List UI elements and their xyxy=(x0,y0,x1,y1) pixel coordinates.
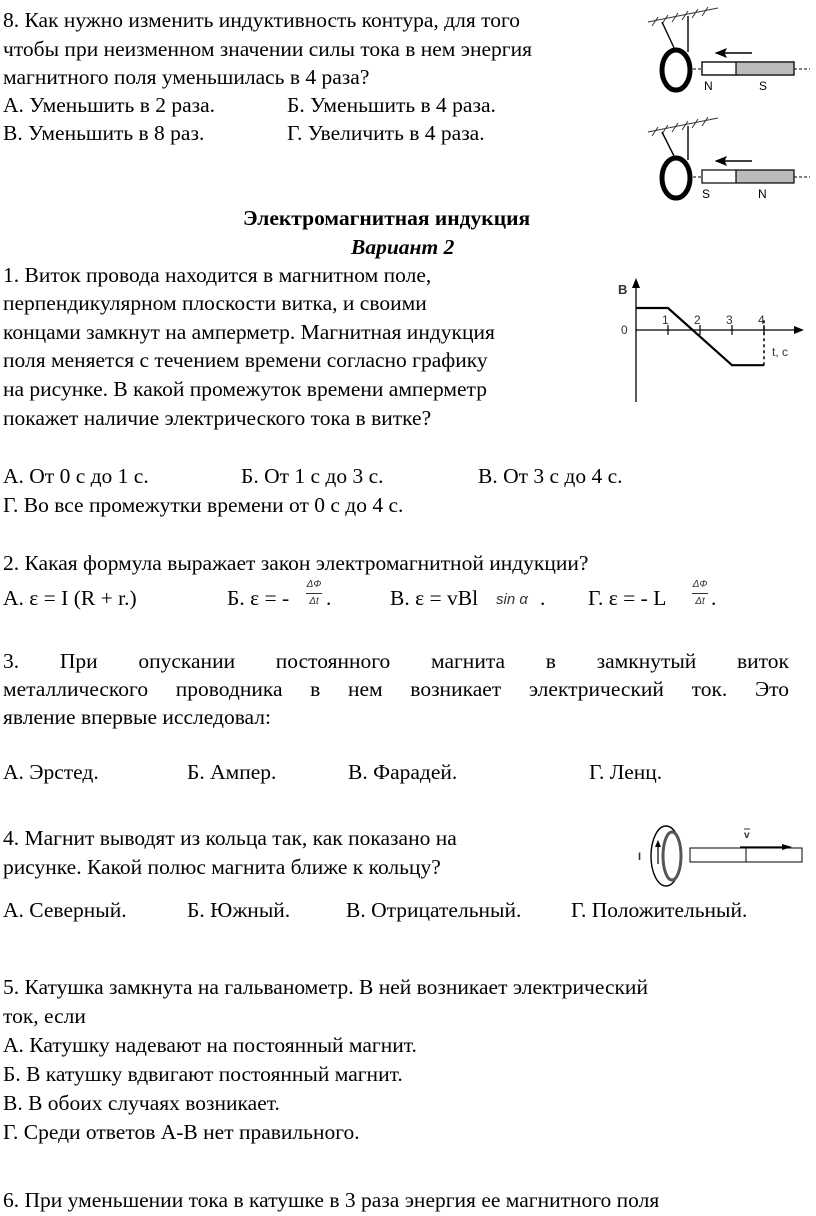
current-label: I xyxy=(638,851,642,863)
q4-option-d: Г. Положительный. xyxy=(571,898,748,922)
q2-text: 2. Какая формула выражает закон электромагнитной индукции? xyxy=(3,551,589,575)
y-axis-label: B xyxy=(618,282,628,297)
q8-line-1: 8. Как нужно изменить индуктивность контура, для того xyxy=(3,8,520,32)
frac-den: Δt xyxy=(695,596,705,607)
frac-line xyxy=(306,593,322,594)
variant-title: Вариант 2 xyxy=(351,235,455,259)
x-tick-label: 2 xyxy=(694,313,701,327)
magnet-pole-left: S xyxy=(702,187,711,201)
q8-option-b: Б. Уменьшить в 4 раза. xyxy=(287,93,496,117)
magnet-pole-right: N xyxy=(758,187,767,201)
magnet-pole-left: N xyxy=(704,79,713,93)
q2-option-a: А. ε = I (R + r.) xyxy=(3,586,137,610)
q5-option-a: А. Катушку надевают на постоянный магнит. xyxy=(3,1033,417,1057)
q8-figure-ring-magnet-1 xyxy=(640,2,810,98)
q4-line-2: рисунке. Какой полюс магнита ближе к кольцу? xyxy=(3,855,441,879)
q1-option-c: В. От 3 с до 4 с. xyxy=(478,464,623,488)
q3-option-a: А. Эрстед. xyxy=(3,760,99,784)
q1-line-2: перпендикулярном плоскости витка, и своими xyxy=(3,291,427,315)
q1-line-1: 1. Виток провода находится в магнитном поле, xyxy=(3,263,432,287)
q1-graph-b-vs-t xyxy=(600,272,810,412)
magnet-pole-right: S xyxy=(759,79,768,93)
q6-text: 6. При уменьшении тока в катушке в 3 раза энергия ее магнитного поля xyxy=(3,1188,660,1212)
q5-option-c: В. В обоих случаях возникает. xyxy=(3,1091,280,1115)
q1-line-5: на рисунке. В какой промежуток времени амперметр xyxy=(3,377,487,401)
q2-option-b-prefix: Б. ε = - xyxy=(227,586,290,610)
frac-num: ΔФ xyxy=(306,579,322,590)
q8-option-c: В. Уменьшить в 8 раз. xyxy=(3,121,205,145)
x-tick-label: 4 xyxy=(758,313,765,327)
q8-option-a: А. Уменьшить в 2 раза. xyxy=(3,93,216,117)
q4-option-a: А. Северный. xyxy=(3,898,127,922)
q5-option-d: Г. Среди ответов А-В нет правильного. xyxy=(3,1120,360,1144)
q5-option-b: Б. В катушку вдвигают постоянный магнит. xyxy=(3,1062,403,1086)
q1-line-3: концами замкнут на амперметр. Магнитная индукция xyxy=(3,320,495,344)
ring xyxy=(662,158,690,198)
q4-line-1: 4. Магнит выводят из кольца так, как показано на xyxy=(3,826,457,850)
origin-label: 0 xyxy=(621,323,628,337)
suspension-thread xyxy=(662,22,676,52)
q1-option-b: Б. От 1 с до 3 с. xyxy=(241,464,384,488)
ring xyxy=(662,50,690,90)
ceiling-hatch xyxy=(648,7,718,26)
q2-option-c-prefix: В. ε = vBl xyxy=(390,586,479,610)
q1-line-6: покажет наличие электрического тока в витке? xyxy=(3,406,432,430)
q1-option-a: А. От 0 с до 1 с. xyxy=(3,464,149,488)
x-tick-label: 3 xyxy=(726,313,733,327)
q1-line-4: поля меняется с течением времени согласно графику xyxy=(3,348,488,372)
q2-option-d-suffix: . xyxy=(711,586,717,610)
q8-figure-ring-magnet-2 xyxy=(640,112,810,208)
frac-num: ΔФ xyxy=(692,579,708,590)
ceiling-hatch xyxy=(648,117,718,136)
q8-line-3: магнитного поля уменьшилась в 4 раза? xyxy=(3,65,370,89)
q3-option-c: В. Фарадей. xyxy=(348,760,458,784)
q5-line-2: ток, если xyxy=(3,1004,86,1028)
q4-figure-ring-magnet xyxy=(636,818,808,890)
frac-line xyxy=(692,593,708,594)
frac-den: Δt xyxy=(309,596,319,607)
q3-option-b: Б. Ампер. xyxy=(187,760,277,784)
section-title: Электромагнитная индукция xyxy=(243,206,531,230)
q3-line-3: явление впервые исследовал: xyxy=(3,705,271,729)
q5-line-1: 5. Катушка замкнута на гальванометр. В ней возникает электрический xyxy=(3,975,648,999)
q2-option-c-sin: sin α xyxy=(496,591,528,608)
q3-line-1: 3. При опускании постоянного магнита в замкнутый виток xyxy=(3,651,789,673)
q4-option-b: Б. Южный. xyxy=(187,898,291,922)
q1-option-d: Г. Во все промежутки времени от 0 с до 4 с. xyxy=(3,493,404,517)
q4-option-c: В. Отрицательный. xyxy=(346,898,522,922)
q8-option-d: Г. Увеличить в 4 раза. xyxy=(287,121,485,145)
x-axis-label: t, c xyxy=(772,345,789,359)
q2-option-b-suffix: . xyxy=(326,586,332,610)
q2-option-c-suffix: . xyxy=(540,586,546,610)
q3-line-2: металлического проводника в нем возникает электрический ток. Это xyxy=(3,679,789,701)
x-tick-label: 1 xyxy=(662,313,669,327)
q2-option-d-prefix: Г. ε = - L xyxy=(588,586,667,610)
velocity-label: v xyxy=(744,830,750,841)
ring-inner xyxy=(663,832,681,880)
q3-option-d: Г. Ленц. xyxy=(589,760,663,784)
q8-line-2: чтобы при неизменном значении силы тока в нем энергия xyxy=(3,37,533,61)
